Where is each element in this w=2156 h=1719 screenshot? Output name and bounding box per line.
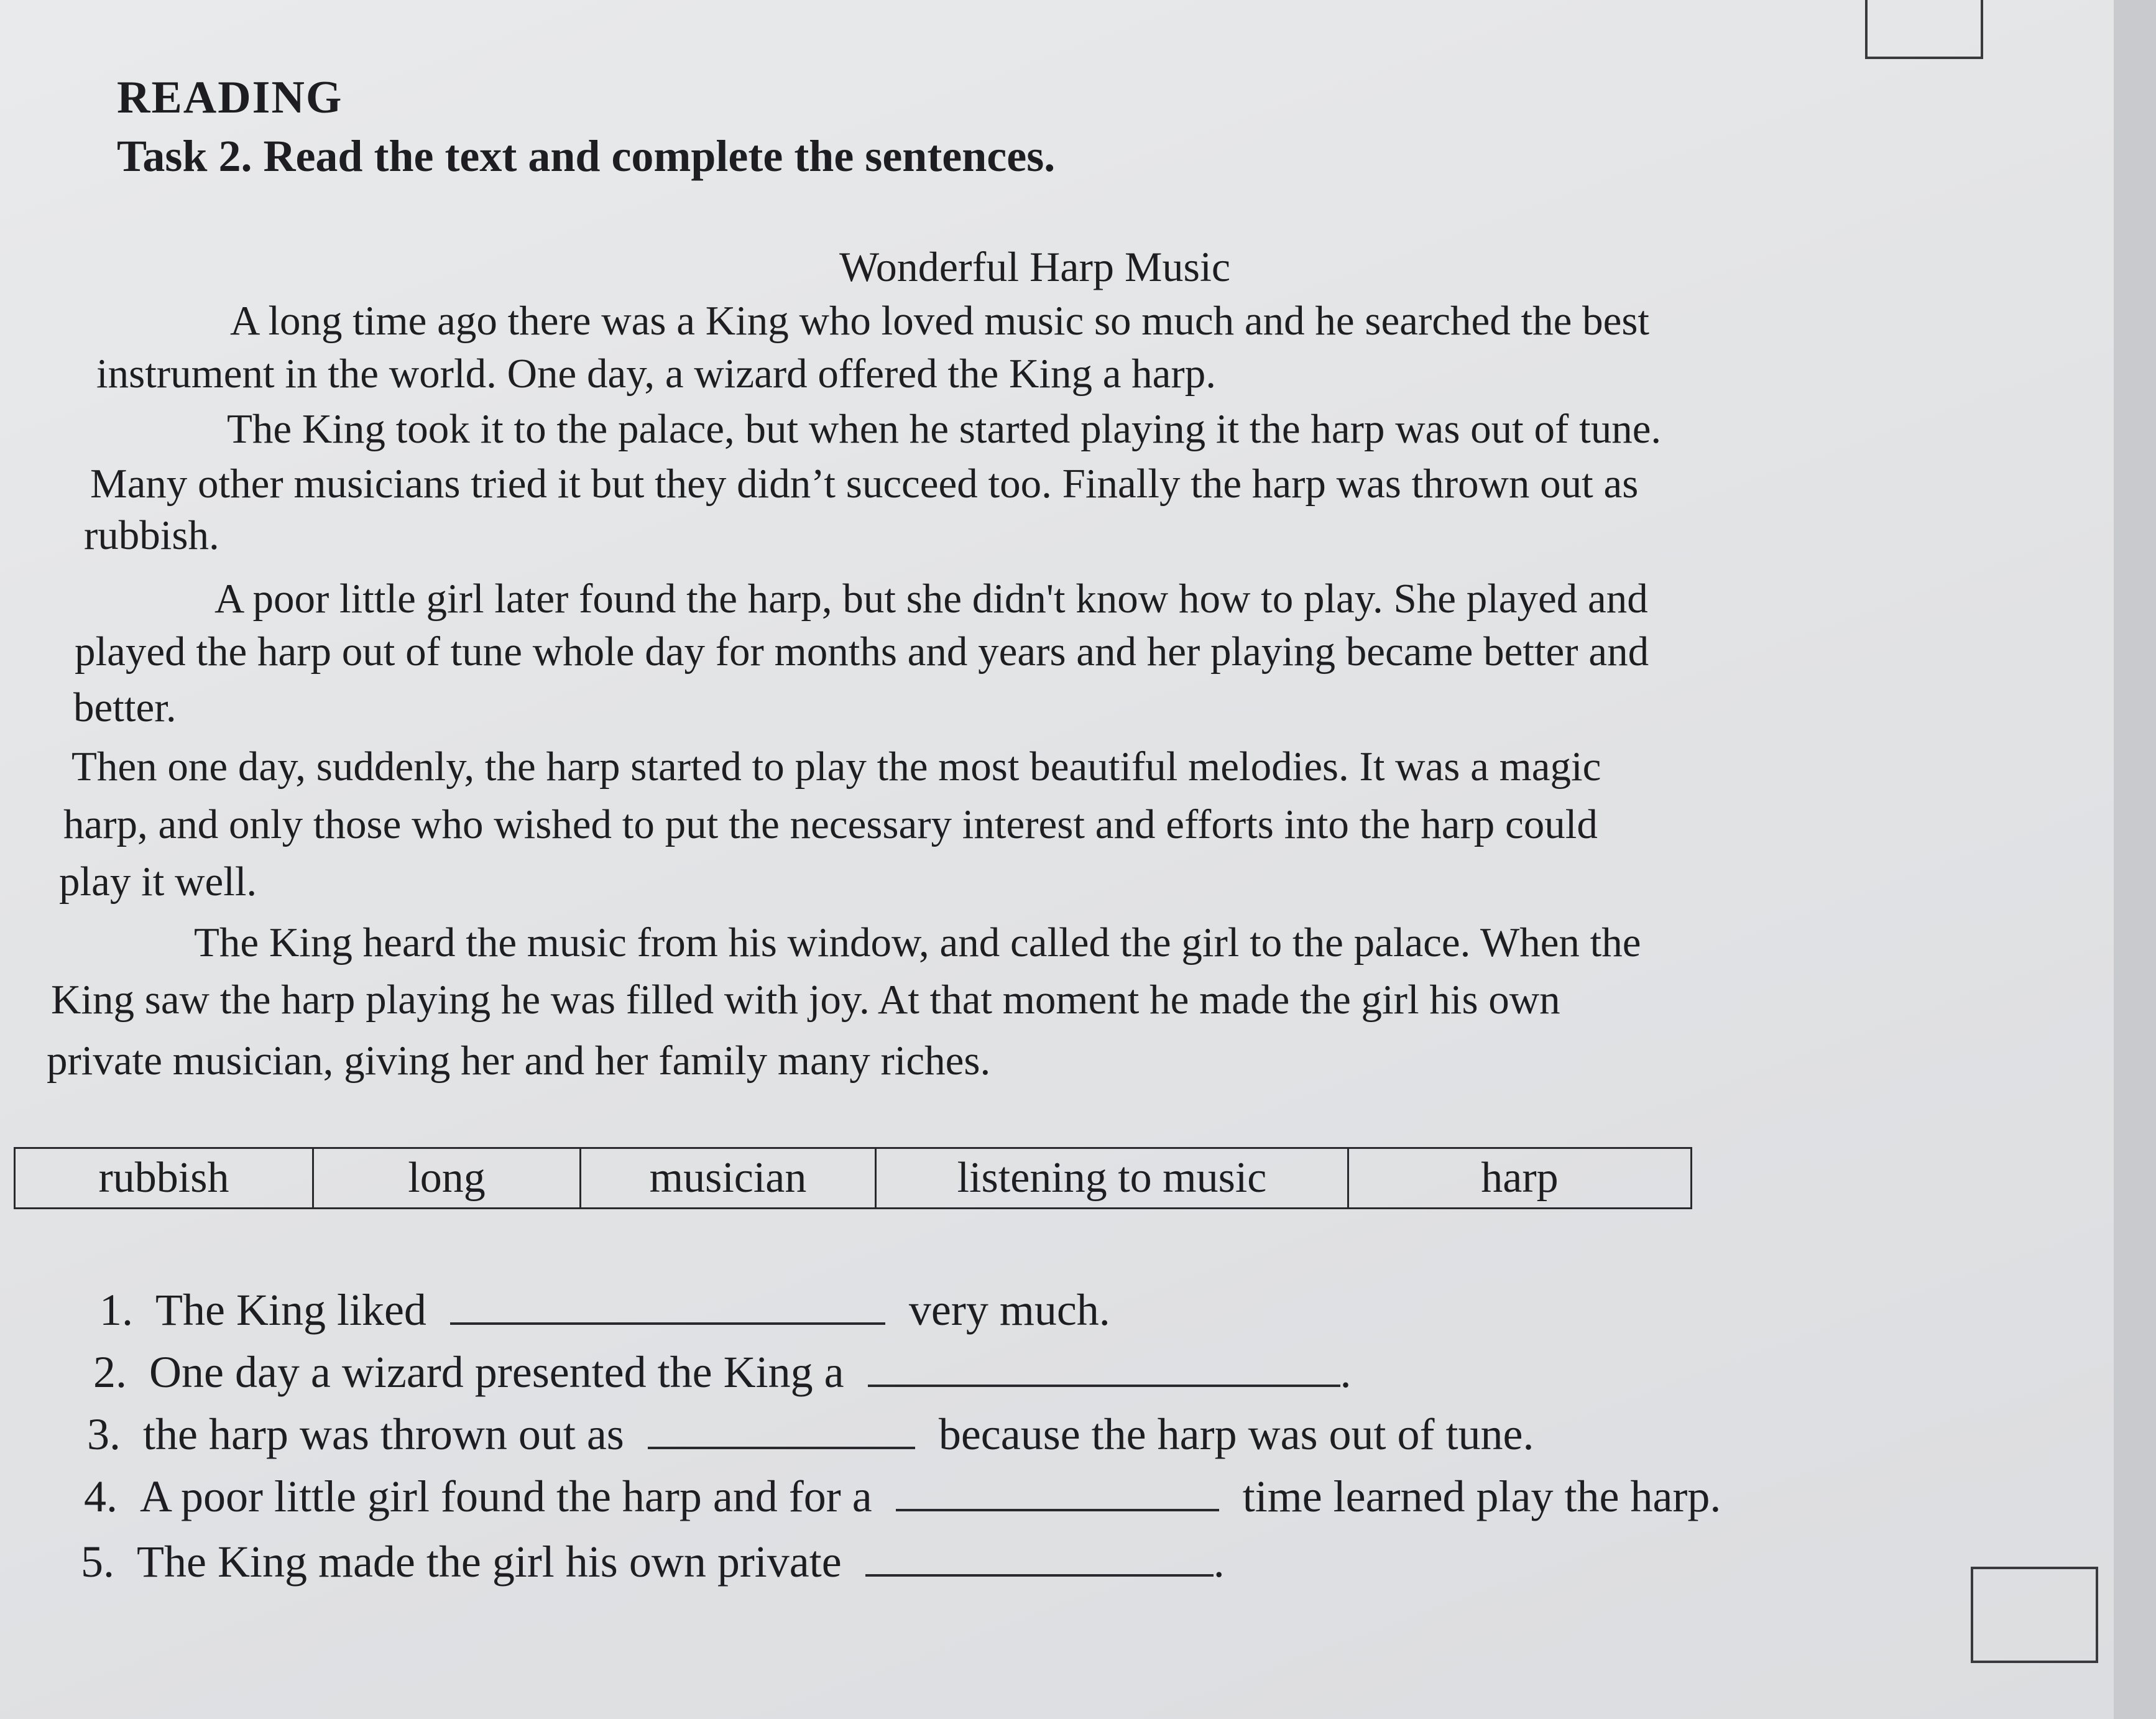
answer-blank-5[interactable] (865, 1536, 1214, 1577)
story-line: A poor little girl later found the harp, but she didn't know how to play. She played and (214, 576, 1648, 622)
question-number: 5. (81, 1537, 114, 1587)
question-number: 1. (99, 1285, 133, 1335)
question-1 (99, 1284, 1110, 1336)
score-box-top[interactable] (1865, 0, 1983, 59)
question-2 (93, 1346, 1352, 1398)
answer-blank-2[interactable] (868, 1346, 1340, 1387)
question-text: The King made the girl his own private (137, 1537, 842, 1587)
question-4 (84, 1470, 1721, 1523)
answer-blank-3[interactable] (648, 1408, 915, 1449)
question-text: . (1340, 1347, 1352, 1397)
word-bank-cell: long (314, 1149, 581, 1207)
word-bank-table (14, 1147, 1692, 1209)
word-bank-cell: listening to music (877, 1149, 1349, 1207)
question-3 (87, 1408, 1534, 1460)
question-text: . (1213, 1537, 1225, 1587)
story-line: Then one day, suddenly, the harp started to play the most beautiful melodies. It was a magic (71, 744, 1601, 790)
question-text: One day a wizard presented the King a (149, 1347, 844, 1397)
story-line: The King took it to the palace, but when he started playing it the harp was out of tune. (227, 406, 1662, 452)
story-line: play it well. (59, 859, 257, 905)
story-title: Wonderful Harp Music (839, 243, 1231, 290)
score-box-bottom[interactable] (1971, 1567, 2098, 1663)
question-text: very much. (908, 1285, 1110, 1335)
task-title: Task 2. Read the text and complete the sentences. (117, 131, 1056, 181)
story-line: Many other musicians tried it but they didn’t succeed too. Finally the harp was thrown out as (90, 461, 1639, 507)
story-line: harp, and only those who wished to put the necessary interest and efforts into the harp could (63, 801, 1598, 847)
story-line: private musician, giving her and her family many riches. (47, 1038, 991, 1084)
background-edge (2114, 0, 2156, 1719)
question-text: The King liked (155, 1285, 426, 1335)
question-text: the harp was thrown out as (143, 1409, 624, 1459)
word-bank-cell: musician (581, 1149, 877, 1207)
word-bank-cell: harp (1481, 1154, 1559, 1202)
section-heading: READING (117, 72, 343, 123)
question-number: 3. (87, 1409, 121, 1459)
question-number: 4. (84, 1472, 117, 1521)
answer-blank-1[interactable] (450, 1284, 885, 1325)
story-line: rubbish. (84, 512, 219, 558)
story-line: better. (73, 684, 177, 730)
question-5 (81, 1536, 1225, 1588)
question-text: A poor little girl found the harp and for a (140, 1472, 872, 1521)
answer-blank-4[interactable] (896, 1470, 1219, 1511)
question-number: 2. (93, 1347, 127, 1397)
question-text: because the harp was out of tune. (938, 1409, 1534, 1459)
story-line: The King heard the music from his window, and called the girl to the palace. When the (194, 919, 1641, 965)
story-line: instrument in the world. One day, a wizard offered the King a harp. (96, 351, 1216, 397)
story-line: King saw the harp playing he was filled with joy. At that moment he made the girl his own (51, 977, 1560, 1023)
question-text: time learned play the harp. (1242, 1472, 1721, 1521)
word-bank-cell: rubbish (16, 1149, 314, 1207)
story-line: A long time ago there was a King who loved music so much and he searched the best (230, 298, 1650, 344)
story-line: played the harp out of tune whole day for months and years and her playing became better and (75, 629, 1649, 675)
